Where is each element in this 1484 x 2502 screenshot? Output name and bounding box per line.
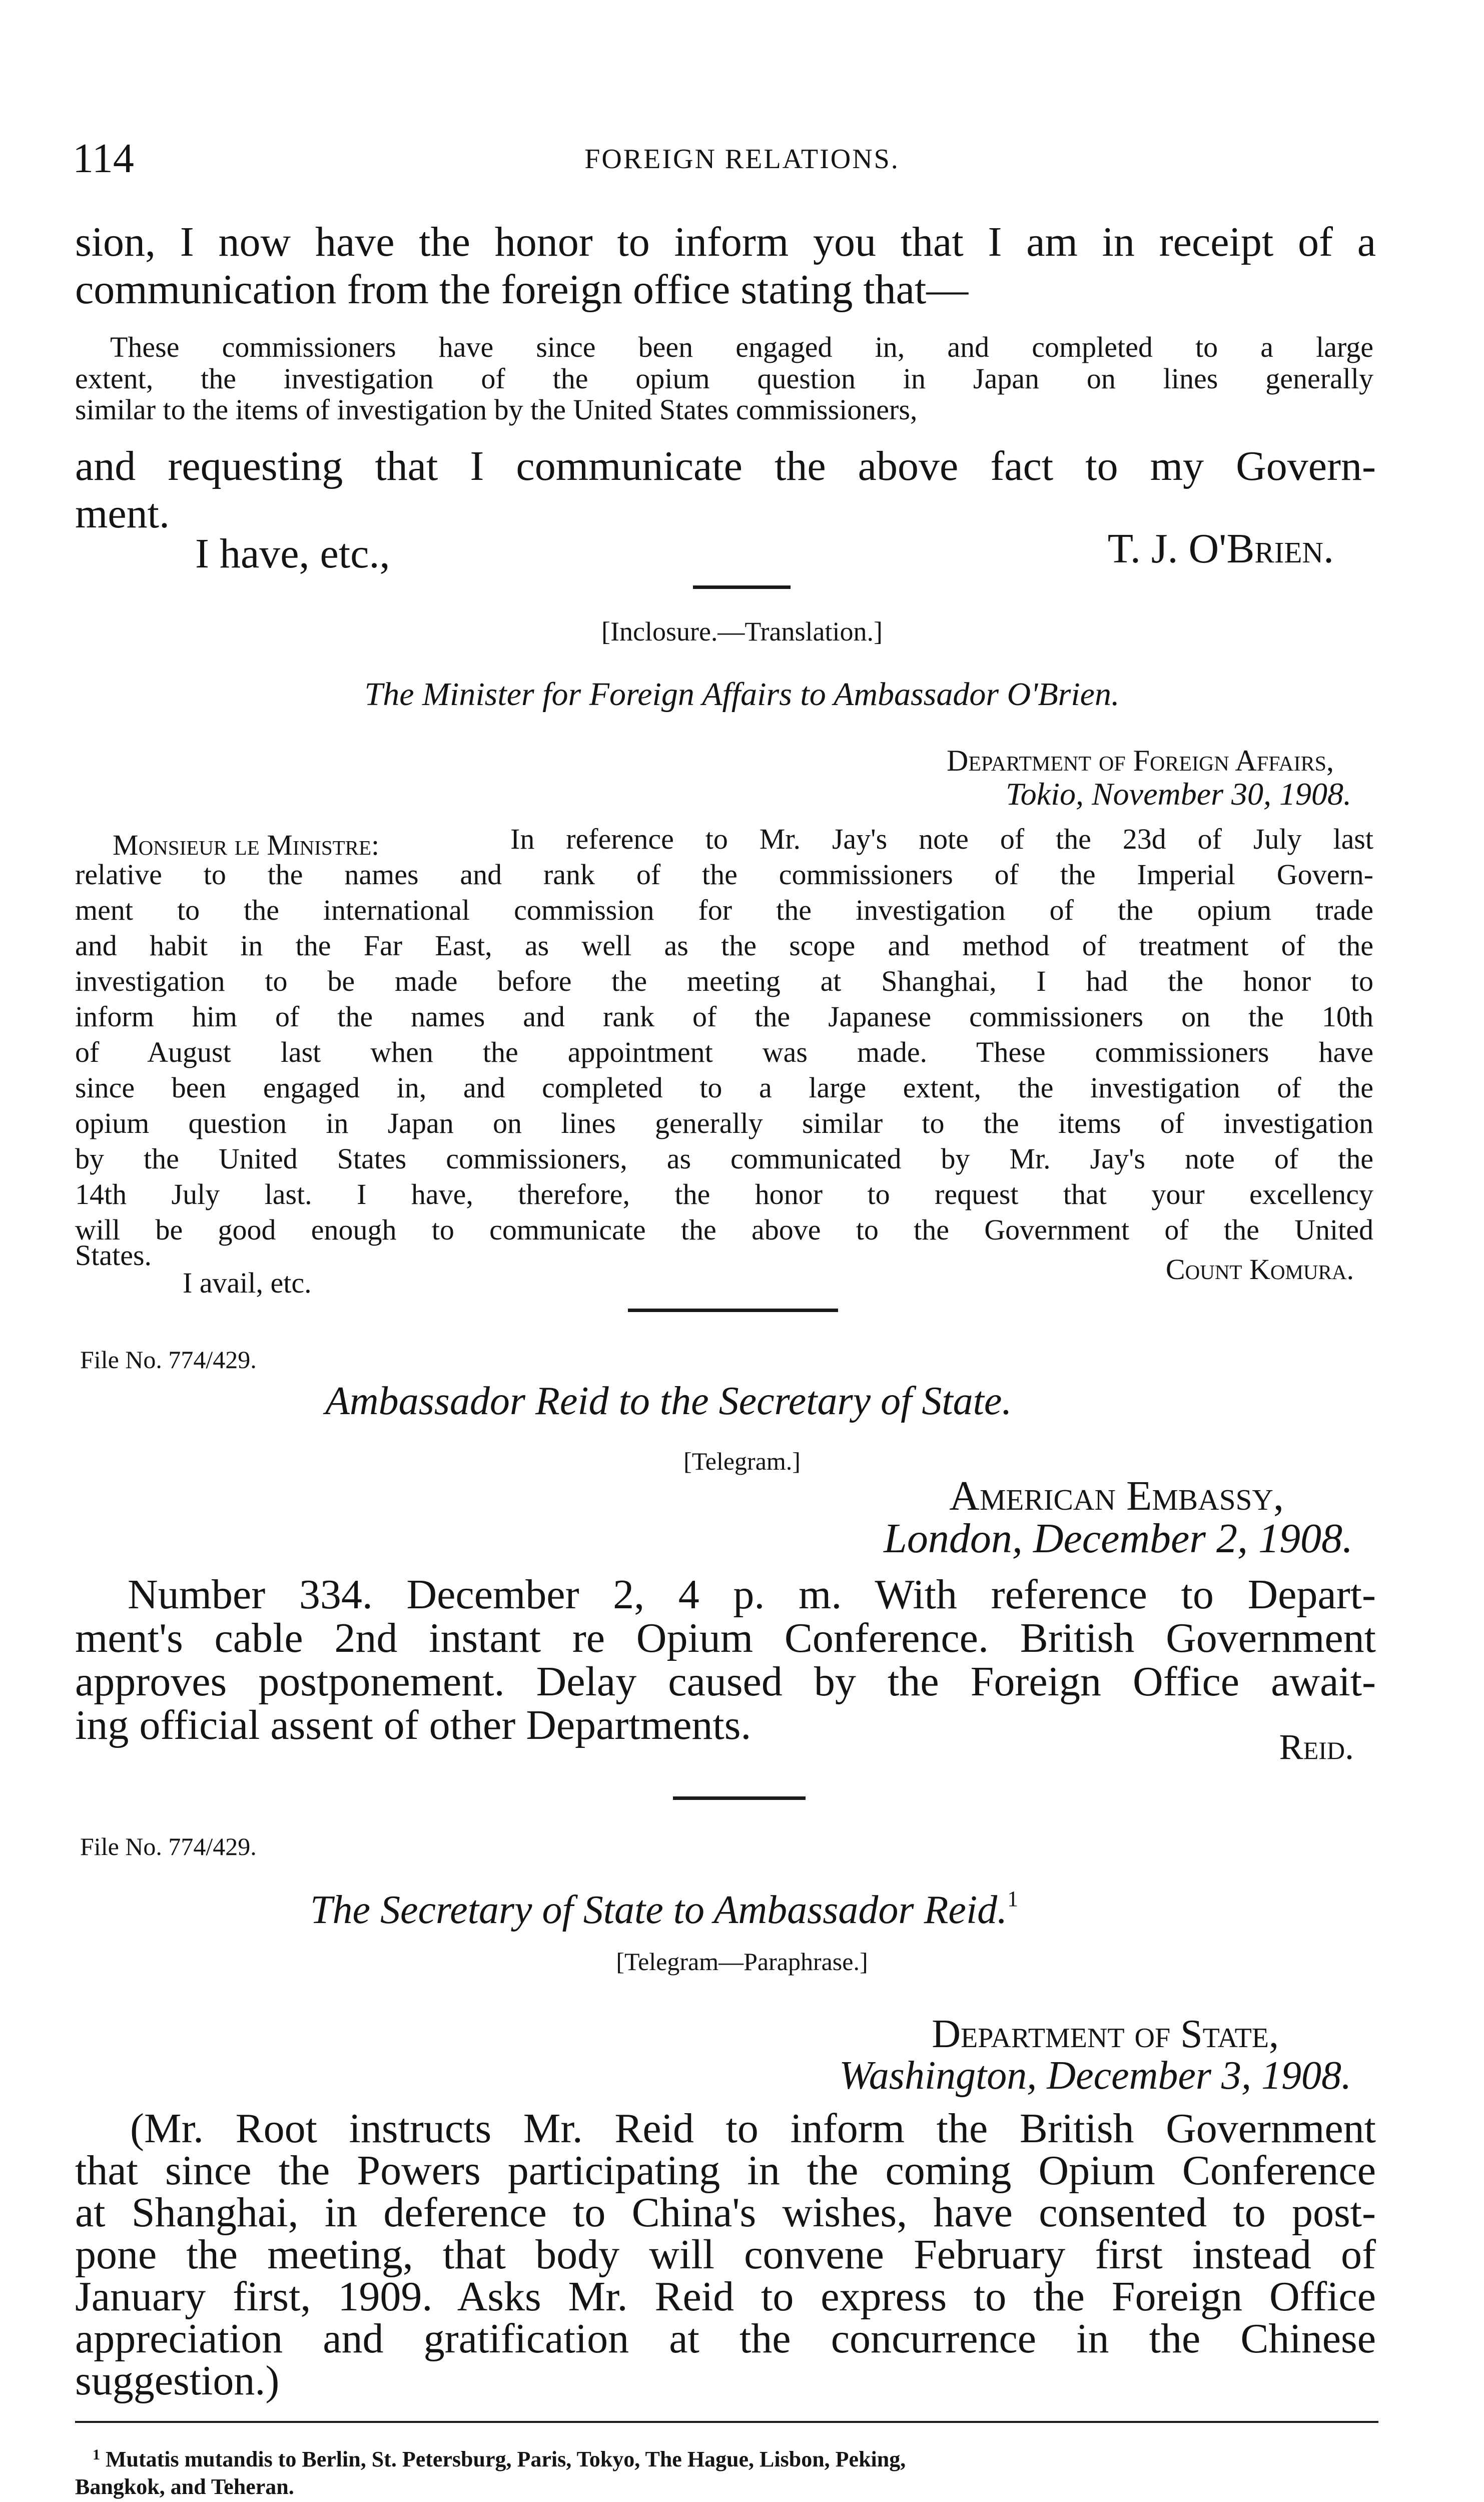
inclosure-label: [Inclosure.—Translation.] [601,616,883,647]
inclosure-body-line-3: ment to the international commission for the investigation of the opium trade [75,894,1373,926]
reid-telegram-label: [Telegram.] [683,1447,801,1475]
inclosure-closing: I avail, etc. [183,1267,312,1299]
secretary-file-no: File No. 774/429. [80,1832,257,1860]
intro-line-1: sion, I now have the honor to inform you that I am in receipt of a [75,219,1376,265]
footnote-text-1: Mutatis mutandis to Berlin, St. Petersburg, Paris, Tokyo, The Hague, Lisbon, Peking, [106,2447,906,2471]
secretary-body-line-1: (Mr. Root instructs Mr. Reid to inform the British Government [130,2105,1376,2152]
inclosure-body-line-5: investigation to be made before the meeting at Shanghai, I had the honor to [75,965,1373,997]
secretary-body-line-6: appreciation and gratification at the concurrence in the Chinese [75,2315,1376,2362]
inclosure-heading: The Minister for Foreign Affairs to Ambassador O'Brien. [364,676,1120,713]
intro-line-2: communication from the foreign office stating that— [75,266,969,313]
inclosure-dateline-office: Department of Foreign Affairs, [947,744,1334,777]
inclosure-body-line-4: and habit in the Far East, as well as the scope and method of treatment of the [75,929,1373,962]
intro-signature: T. J. O'Brien. [1107,525,1334,572]
continuation-line-1: and requesting that I communicate the above fact to my Govern- [75,443,1376,489]
reid-body-line-4: ing official assent of other Departments. [75,1702,752,1748]
inclosure-body-line-1: In reference to Mr. Jay's note of the 23d of July last [510,823,1373,855]
inclosure-signature: Count Komura. [1165,1253,1354,1286]
inclosure-body-line-6: inform him of the names and rank of the Japanese commissioners on the 10th [75,1000,1373,1033]
secretary-body-line-5: January first, 1909. Asks Mr. Reid to express to the Foreign Office [75,2273,1376,2320]
inclosure-body-line-8: since been engaged in, and completed to a large extent, the investigation of the [75,1071,1373,1104]
footnote-marker: 1 [93,2446,100,2463]
reid-signature: Reid. [1279,1727,1354,1767]
reid-dateline-place: London, December 2, 1908. [884,1515,1353,1562]
section-divider [628,1309,838,1312]
inclosure-body-line-7: of August last when the appointment was made. These commissioners have [75,1036,1373,1068]
footnote-line-1 [93,2444,906,2470]
section-divider [693,585,791,589]
secretary-dateline-office: Department of State, [932,2012,1279,2056]
reid-dateline-office: American Embassy, [949,1473,1284,1519]
secretary-heading [310,1879,1018,1930]
inclosure-dateline-place: Tokio, November 30, 1908. [1006,776,1351,812]
section-divider [673,1796,806,1800]
inclosure-salutation: Monsieur le Ministre: [113,829,380,861]
secretary-heading-text: The Secretary of State to Ambassador Reid. [310,1888,1008,1932]
quote-line-2: extent, the investigation of the opium question in Japan on lines generally [75,362,1373,395]
continuation-line-2: ment. [75,490,170,537]
inclosure-body-line-2: relative to the names and rank of the commissioners of the Imperial Govern- [75,858,1373,891]
secretary-telegram-label: [Telegram—Paraphrase.] [616,1948,868,1976]
secretary-dateline-place: Washington, December 3, 1908. [839,2054,1351,2098]
inclosure-body-line-13: States. [75,1239,152,1272]
footnote-line-2: Bangkok, and Teheran. [75,2474,294,2499]
secretary-body-line-3: at Shanghai, in deference to China's wishes, have consented to post- [75,2189,1376,2236]
reid-body-line-2: ment's cable 2nd instant re Opium Conference. British Government [75,1615,1376,1661]
inclosure-body-line-10: by the United States commissioners, as communicated by Mr. Jay's note of the [75,1142,1373,1175]
intro-closing: I have, etc., [195,530,390,577]
reid-body-line-1: Number 334. December 2, 4 p. m. With reference to Depart- [128,1571,1376,1618]
reid-heading: Ambassador Reid to the Secretary of State. [325,1379,1012,1423]
secretary-body-line-4: pone the meeting, that body will convene February first instead of [75,2231,1376,2278]
quote-line-3: similar to the items of investigation by the United States commissioners, [75,393,918,426]
reid-file-no: File No. 774/429. [80,1346,257,1374]
running-title: FOREIGN RELATIONS. [584,144,900,175]
inclosure-body-line-11: 14th July last. I have, therefore, the honor to request that your excellency [75,1178,1373,1210]
footnote-reference: 1 [1007,1887,1019,1911]
secretary-body-line-7: suggestion.) [75,2357,280,2404]
reid-body-line-3: approves postponement. Delay caused by the Foreign Office await- [75,1658,1376,1705]
secretary-body-line-2: that since the Powers participating in the coming Opium Conference [75,2147,1376,2194]
page-number: 114 [73,135,134,182]
inclosure-body-line-9: opium question in Japan on lines generally similar to the items of investigation [75,1107,1373,1139]
inclosure-body-line-12: will be good enough to communicate the above to the Government of the United [75,1213,1373,1246]
quote-line-1: These commissioners have since been engaged in, and completed to a large [110,331,1373,363]
footnote-rule [75,2421,1378,2423]
